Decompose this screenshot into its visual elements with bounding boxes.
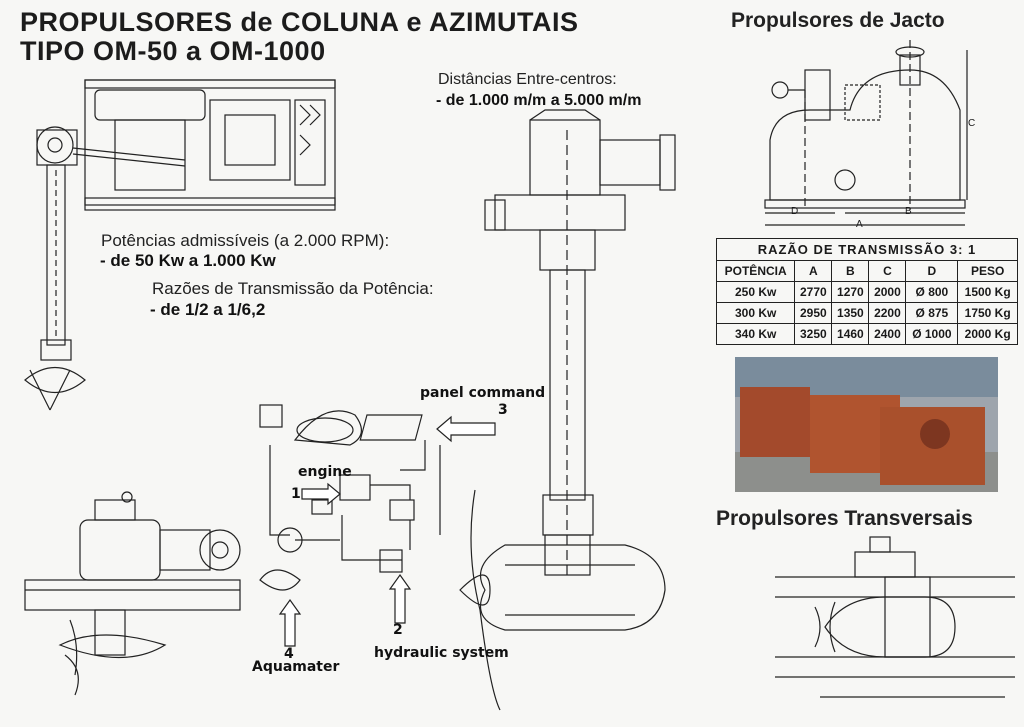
dim-d-label: D bbox=[791, 206, 799, 217]
panel-command-number: 3 bbox=[498, 402, 508, 418]
hydraulic-label: hydraulic system bbox=[374, 645, 509, 661]
transverse-title: Propulsores Transversais bbox=[716, 507, 973, 530]
table-cell: 300 Kw bbox=[717, 303, 795, 324]
arrow-to-engine bbox=[302, 483, 342, 505]
table-cell: 1500 Kg bbox=[958, 282, 1018, 303]
table-cell: 1750 Kg bbox=[958, 303, 1018, 324]
page-title bbox=[20, 8, 579, 66]
table-cell: Ø 1000 bbox=[906, 324, 958, 345]
dim-c-label: C bbox=[968, 118, 976, 129]
table-row bbox=[717, 303, 1018, 324]
ratio-value: - de 1/2 a 1/6,2 bbox=[150, 300, 266, 319]
table-cell: 2000 Kg bbox=[958, 324, 1018, 345]
arrow-to-hydraulic bbox=[389, 575, 411, 625]
table-cell: Ø 875 bbox=[906, 303, 958, 324]
power-value: - de 50 Kw a 1.000 Kw bbox=[100, 251, 276, 270]
table-cell: 3250 bbox=[795, 324, 832, 345]
header-cell: D bbox=[906, 261, 958, 282]
arrow-to-aquamater bbox=[279, 600, 301, 648]
header-cell: POTÊNCIA bbox=[717, 261, 795, 282]
transmission-table bbox=[716, 238, 1018, 345]
table-cell: 1270 bbox=[832, 282, 869, 303]
header-cell: A bbox=[795, 261, 832, 282]
engine-assembly-drawing bbox=[15, 60, 345, 430]
table-caption: RAZÃO DE TRANSMISSÃO 3: 1 bbox=[716, 238, 1018, 260]
deck-unit-drawing bbox=[15, 485, 250, 705]
table-cell: 340 Kw bbox=[717, 324, 795, 345]
table-cell: 2200 bbox=[869, 303, 906, 324]
table-cell: 2000 bbox=[869, 282, 906, 303]
aquamater-label: Aquamater bbox=[252, 659, 340, 675]
dim-b-label: B bbox=[905, 206, 912, 217]
header-cell: B bbox=[832, 261, 869, 282]
jet-title: Propulsores de Jacto bbox=[731, 9, 945, 32]
table-header-row bbox=[717, 261, 1018, 282]
header-cell: C bbox=[869, 261, 906, 282]
arrow-to-panel bbox=[437, 416, 497, 442]
aquamater-number: 4 bbox=[284, 646, 294, 662]
table-row bbox=[717, 282, 1018, 303]
table-cell: 2950 bbox=[795, 303, 832, 324]
power-label: Potências admissíveis (a 2.000 RPM): bbox=[101, 231, 390, 250]
dim-a-label: A bbox=[856, 219, 863, 230]
hydraulic-number: 2 bbox=[393, 622, 403, 638]
title-line-1: PROPULSORES de COLUNA e AZIMUTAIS bbox=[20, 7, 579, 37]
table-cell: 1460 bbox=[832, 324, 869, 345]
distances-label: Distâncias Entre-centros: bbox=[438, 71, 617, 88]
engine-label: engine bbox=[298, 464, 352, 480]
transverse-thruster-drawing bbox=[775, 537, 1015, 717]
table-row bbox=[717, 324, 1018, 345]
jet-thruster-drawing bbox=[755, 40, 985, 230]
distances-value: - de 1.000 m/m a 5.000 m/m bbox=[436, 92, 642, 109]
jet-units-photo bbox=[735, 357, 998, 492]
table-cell: 2770 bbox=[795, 282, 832, 303]
table-cell: 2400 bbox=[869, 324, 906, 345]
title-line-2: TIPO OM-50 a OM-1000 bbox=[20, 36, 326, 66]
table-cell: Ø 800 bbox=[906, 282, 958, 303]
panel-command-label: panel command bbox=[420, 385, 546, 401]
table-cell: 1350 bbox=[832, 303, 869, 324]
ratio-label: Razões de Transmissão da Potência: bbox=[152, 279, 434, 298]
header-cell: PESO bbox=[958, 261, 1018, 282]
table-cell: 250 Kw bbox=[717, 282, 795, 303]
engine-number: 1 bbox=[291, 486, 301, 502]
